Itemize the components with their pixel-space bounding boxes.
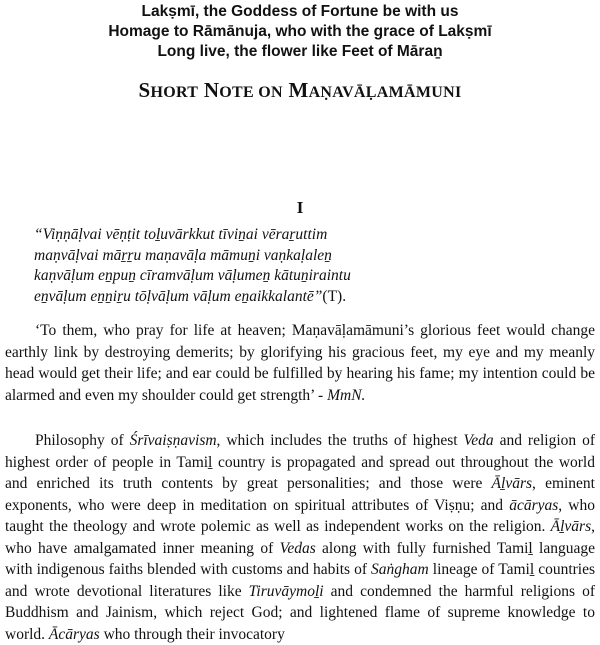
verse-line: “Viṇṇāḷvai vēṇṭit toḻuvārkkut tīviṉai vēraṟuttim — [34, 226, 328, 243]
verse-text: eṉvāḷum eṉṉiṟu tōḷvāḷum vāḷum eṉaikkalantē” — [34, 287, 323, 305]
italic-term: Vedas — [279, 539, 316, 557]
title-letter: N — [203, 78, 220, 102]
title-word: AṆAVĀḶAMĀMUNI — [308, 84, 462, 101]
text-run: Philosophy of — [35, 432, 130, 449]
italic-term: Āḻvārs — [491, 475, 533, 492]
text-run: lineage of Tamiḻ countries and wrote devotional literatures like — [5, 561, 596, 600]
title-word: HORT — [150, 84, 199, 101]
text-run: and condemned the harmful religions of Buddhism and Jainism, which reject God; and lightened flame of supreme knowledge to world. — [5, 582, 596, 643]
page-title — [0, 78, 600, 103]
title-letter: M — [288, 78, 309, 102]
title-word: OTE ON — [219, 84, 283, 101]
invocation-line-2: Homage to Rāmānuja, who with the grace of Lakṣmī — [108, 23, 492, 40]
text-run: and religion of highest order of people in Tamiḻ country is propagated and spread out throughout the world and enriched its truth contents by great personalities; and those were — [5, 432, 595, 492]
italic-term: Tiruvāymoḻi — [248, 582, 324, 600]
italic-term: Āḻvārs — [550, 518, 592, 535]
italic-term: Ācāryas — [48, 625, 100, 643]
verse-block — [34, 225, 574, 307]
title-letter: S — [138, 78, 151, 102]
section-number: I — [296, 198, 304, 217]
italic-term: ācāryas — [509, 496, 559, 514]
invocation-block — [0, 2, 600, 62]
invocation-line-1: Lakṣmī, the Goddess of Fortune be with us — [141, 3, 459, 20]
text-run: who through their invocatory — [99, 625, 285, 643]
invocation-line-3: Long live, the flower like Feet of Māraṉ — [157, 43, 443, 60]
italic-term: Saṅgham — [371, 561, 429, 578]
italic-term: Śrīvaiṣṇavism — [129, 432, 217, 449]
paragraph-text: ‘To them, who pray for life at heaven; Maṇavāḷamāmuni’s glorious feet would change earthly link by destroying demerits; by glorifying his gracious feet, my eye and my meanly head would get their life; and ear could be fulfilled by hearing his fame; my intention could be alarmed and even my shoulder could get strength’ - — [5, 322, 595, 404]
text-run: , eminent exponents, who were deep in meditation on spiritual attributes of Viṣṇu; and — [5, 475, 595, 514]
verse-line: kaṇvāḷum eṉpuṉ cīramvāḷum vāḷumeṉ kātuṉiraintu — [34, 267, 351, 284]
translation-paragraph — [5, 320, 595, 406]
verse-line-last — [34, 287, 574, 308]
text-run: , which includes the truths of highest — [216, 432, 464, 449]
italic-term: Veda — [463, 432, 494, 449]
body-paragraph — [5, 430, 595, 645]
text-run: , who have amalgamated inner meaning of — [5, 518, 595, 557]
source-abbreviation: MmN. — [327, 386, 366, 404]
verse-line: maṇvāḷvai māṟṟu maṇavāḷa māmuṉi vaṇkaḷaleṉ — [34, 246, 332, 264]
text-run: , who taught the theology and wrote polemic as well as independent works on the religion. — [5, 496, 595, 535]
text-run: along with fully furnished Tamiḻ language with indigenous faiths blended with customs and habits of — [5, 539, 595, 578]
verse-source: (T). — [322, 287, 347, 305]
